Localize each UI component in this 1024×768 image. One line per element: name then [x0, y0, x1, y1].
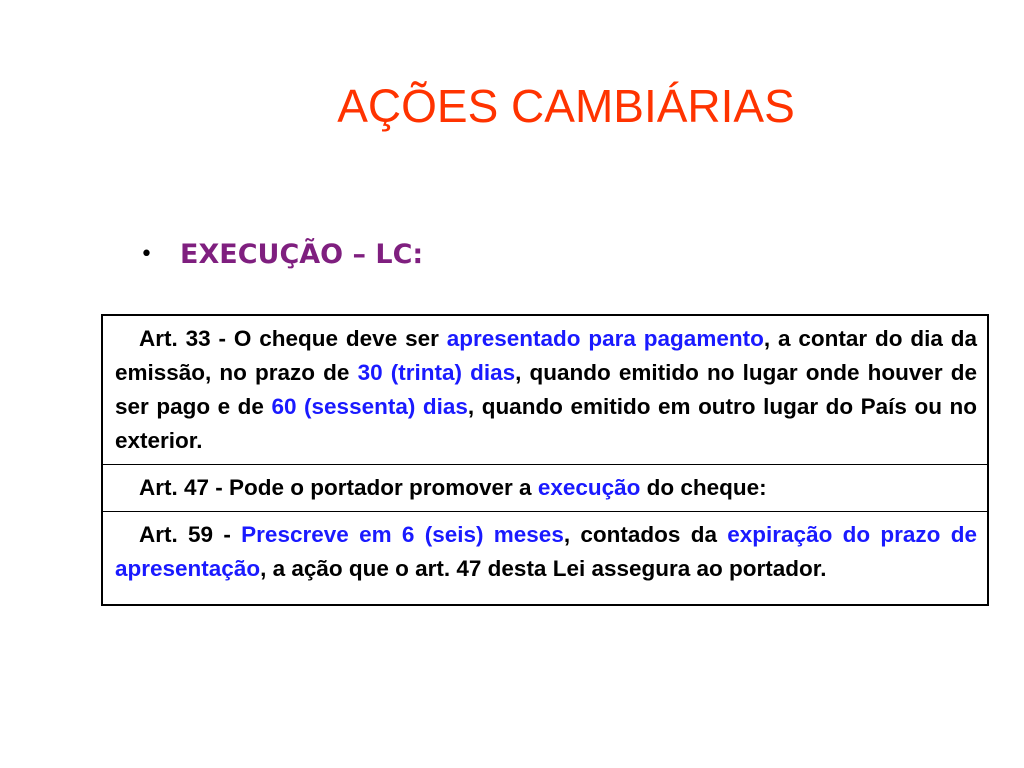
article-segment: , contados da — [563, 522, 728, 547]
articles-table — [101, 314, 989, 606]
article-33-cell — [102, 315, 988, 465]
article-segment: Art. 59 - — [139, 522, 242, 547]
bullet-marker: • — [140, 242, 153, 267]
article-segment: Art. 47 - Pode o portador promover a — [139, 475, 538, 500]
slide-title: AÇÕES CAMBIÁRIAS — [337, 80, 795, 132]
highlighted-segment: expiração do prazo de apresentação — [115, 522, 977, 581]
article-row — [102, 512, 988, 606]
highlighted-segment: 60 (sessenta) dias — [271, 394, 468, 419]
bullet-text: EXECUÇÃO – LC: — [180, 239, 424, 270]
article-segment: Art. 33 - O cheque deve ser — [139, 326, 447, 351]
highlighted-segment: Prescreve em 6 (seis) meses — [241, 522, 564, 547]
highlighted-segment: 30 (trinta) dias — [357, 360, 516, 385]
bullet-item — [140, 233, 423, 277]
article-segment: , a ação que o art. 47 desta Lei assegura ao portador. — [260, 556, 827, 581]
article-row — [102, 465, 988, 512]
article-segment: do cheque: — [640, 475, 767, 500]
article-47-cell — [102, 465, 988, 512]
article-segment: , quando emitido no lugar onde houver de ser pago e de — [115, 360, 977, 419]
article-row — [102, 315, 988, 465]
article-59-cell — [102, 512, 988, 606]
highlighted-segment: apresentado para pagamento — [446, 326, 764, 351]
article-segment: , a contar do dia da emissão, no prazo de — [115, 326, 977, 385]
article-segment: , quando emitido em outro lugar do País ou no exterior. — [115, 394, 977, 453]
highlighted-segment: execução — [537, 475, 641, 500]
